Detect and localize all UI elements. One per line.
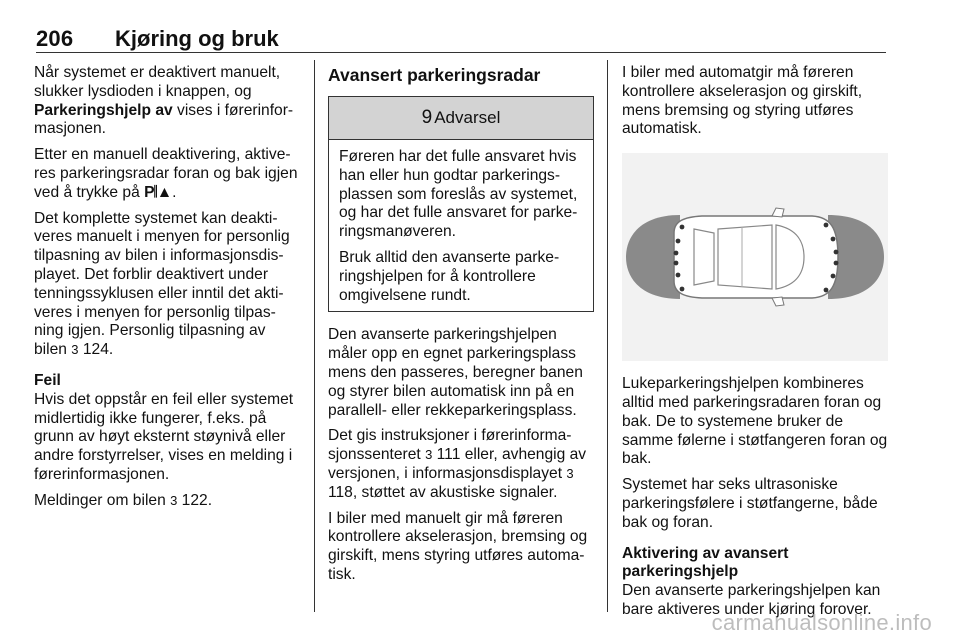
paragraph-measures-space: Den avanserte parkeringshjelpen måler opp en egnet parkeringsplass mens den passeres, beregner banen og styrer bilen automatisk inn på en parallell- eller rekkeparkeringsplass. <box>328 326 583 419</box>
sensor-dot <box>680 287 685 292</box>
page-ref-118[interactable]: 118 <box>328 483 353 501</box>
paragraph-fault: Hvis det oppstår en feil eller systemet midlertidig ikke fungerer, f.eks. på grunn av høyt eksternt støynivå eller andre forstyrrelser, vises en melding i førerinformasjonen. <box>34 390 294 483</box>
column-divider-1 <box>314 60 315 612</box>
sensor-dot <box>834 250 839 255</box>
message-parkeringshjelp-av: Parkeringshjelp av <box>34 101 173 119</box>
sensor-dot <box>824 288 829 293</box>
parking-button-symbol: P𝄁▲ <box>144 183 173 201</box>
rear-sensor-zone <box>626 215 680 299</box>
warning-triangle-icon: 9 <box>421 107 433 128</box>
sensor-dot <box>676 273 681 278</box>
sensor-dot <box>674 251 679 256</box>
sensor-dot <box>831 274 836 279</box>
page-ref-111[interactable]: 111 <box>436 446 461 464</box>
page-ref-122[interactable]: 122 <box>181 491 208 509</box>
cross-reference-icon: 3 <box>425 447 433 463</box>
column-middle <box>328 64 594 592</box>
sensor-dot <box>834 261 839 266</box>
header-rule <box>36 52 886 53</box>
car-body <box>674 216 838 298</box>
paragraph-six-sensors: Systemet har seks ultrasoniske parkeringsfølere i støtfangerne, både bak og foran. <box>622 476 878 531</box>
sensor-dot <box>674 261 679 266</box>
paragraph-activation: Den avanserte parkeringshjelpen kan bare aktiveres under kjøring forover. <box>622 582 881 618</box>
paragraph-vehicle-messages: Meldinger om bilen 3 122. <box>34 491 213 509</box>
mirror-bottom <box>772 297 784 306</box>
section-heading-advanced-parking: Avansert parkeringsradar <box>328 65 541 85</box>
sensor-dot <box>831 237 836 242</box>
warning-paragraph-surroundings: Bruk alltid den avanserte parke-ringshjelpen for å kontrollere omgivelsene rundt. <box>339 248 560 304</box>
page-ref-124[interactable]: 124 <box>82 341 109 359</box>
warning-paragraph-responsibility: Føreren har det fulle ansvaret hvis han eller hun godtar parkerings-plassen som foreslås av systemet, og har det fulle ansvaret for parke-ringsmanøveren. <box>339 148 578 241</box>
paragraph-automatic-gearbox: I biler med automatgir må føreren kontrollere akselerasjon og girskift, mens bremsing og styring utføres automatisk. <box>622 64 863 138</box>
column-divider-2 <box>607 60 608 612</box>
sensor-dot <box>680 225 685 230</box>
paragraph-combined-system: Lukeparkeringshjelpen kombineres alltid med parkeringsradaren foran og bak. De to systemene bruker de samme følerne i støtfangeren foran og bak. <box>622 375 888 468</box>
heading-fault: Feil <box>34 371 61 389</box>
warning-title: Advarsel <box>434 108 501 127</box>
warning-body <box>329 140 593 311</box>
warning-header <box>329 97 593 140</box>
column-right <box>622 64 888 627</box>
parking-sensor-figure <box>622 153 888 361</box>
sensor-dot <box>676 239 681 244</box>
heading-activation: Aktivering av avansert parkeringshjelp <box>622 544 789 581</box>
car-sensor-illustration <box>622 153 888 361</box>
paragraph-reactivate: Etter en manuell deaktivering, aktive-res parkeringsradar foran og bak igjen ved å trykke på P𝄁▲. <box>34 146 298 201</box>
chapter-title: Kjøring og bruk <box>115 26 279 51</box>
mirror-top <box>772 208 784 217</box>
watermark: carmanualsonline.info <box>711 610 932 635</box>
warning-box <box>328 96 594 312</box>
page-header <box>36 26 886 52</box>
sensor-dot <box>824 223 829 228</box>
paragraph-deactivated: Når systemet er deaktivert manuelt, slukker lysdioden i knappen, og Parkeringshjelp av vises i førerinfor-masjonen. <box>34 64 294 138</box>
page-number: 206 <box>36 26 74 51</box>
cross-reference-icon: 3 <box>71 342 79 358</box>
paragraph-instructions: Det gis instruksjoner i førerinforma-sjonssenteret 3 111 eller, avhengig av versjonen, i informasjonsdisplayet 3 118, støttet av akustiske signaler. <box>328 427 587 501</box>
cross-reference-icon: 3 <box>566 465 574 481</box>
paragraph-menu-deactivate: Det komplette systemet kan deakti-veres manuelt i menyen for personlig tilpasning av bilen i informasjonsdis-playet. Det forblir deaktivert under tenningssyklusen eller inntil det akti-veres i menyen for personlig tilpas-ning igjen. Personlig tilpasning av bilen 3 124. <box>34 209 290 359</box>
column-left <box>34 64 300 518</box>
cross-reference-icon: 3 <box>170 492 178 508</box>
paragraph-manual-gearbox: I biler med manuelt gir må føreren kontrollere akselerasjon, bremsing og girskift, mens styring utføres automa-tisk. <box>328 509 588 583</box>
